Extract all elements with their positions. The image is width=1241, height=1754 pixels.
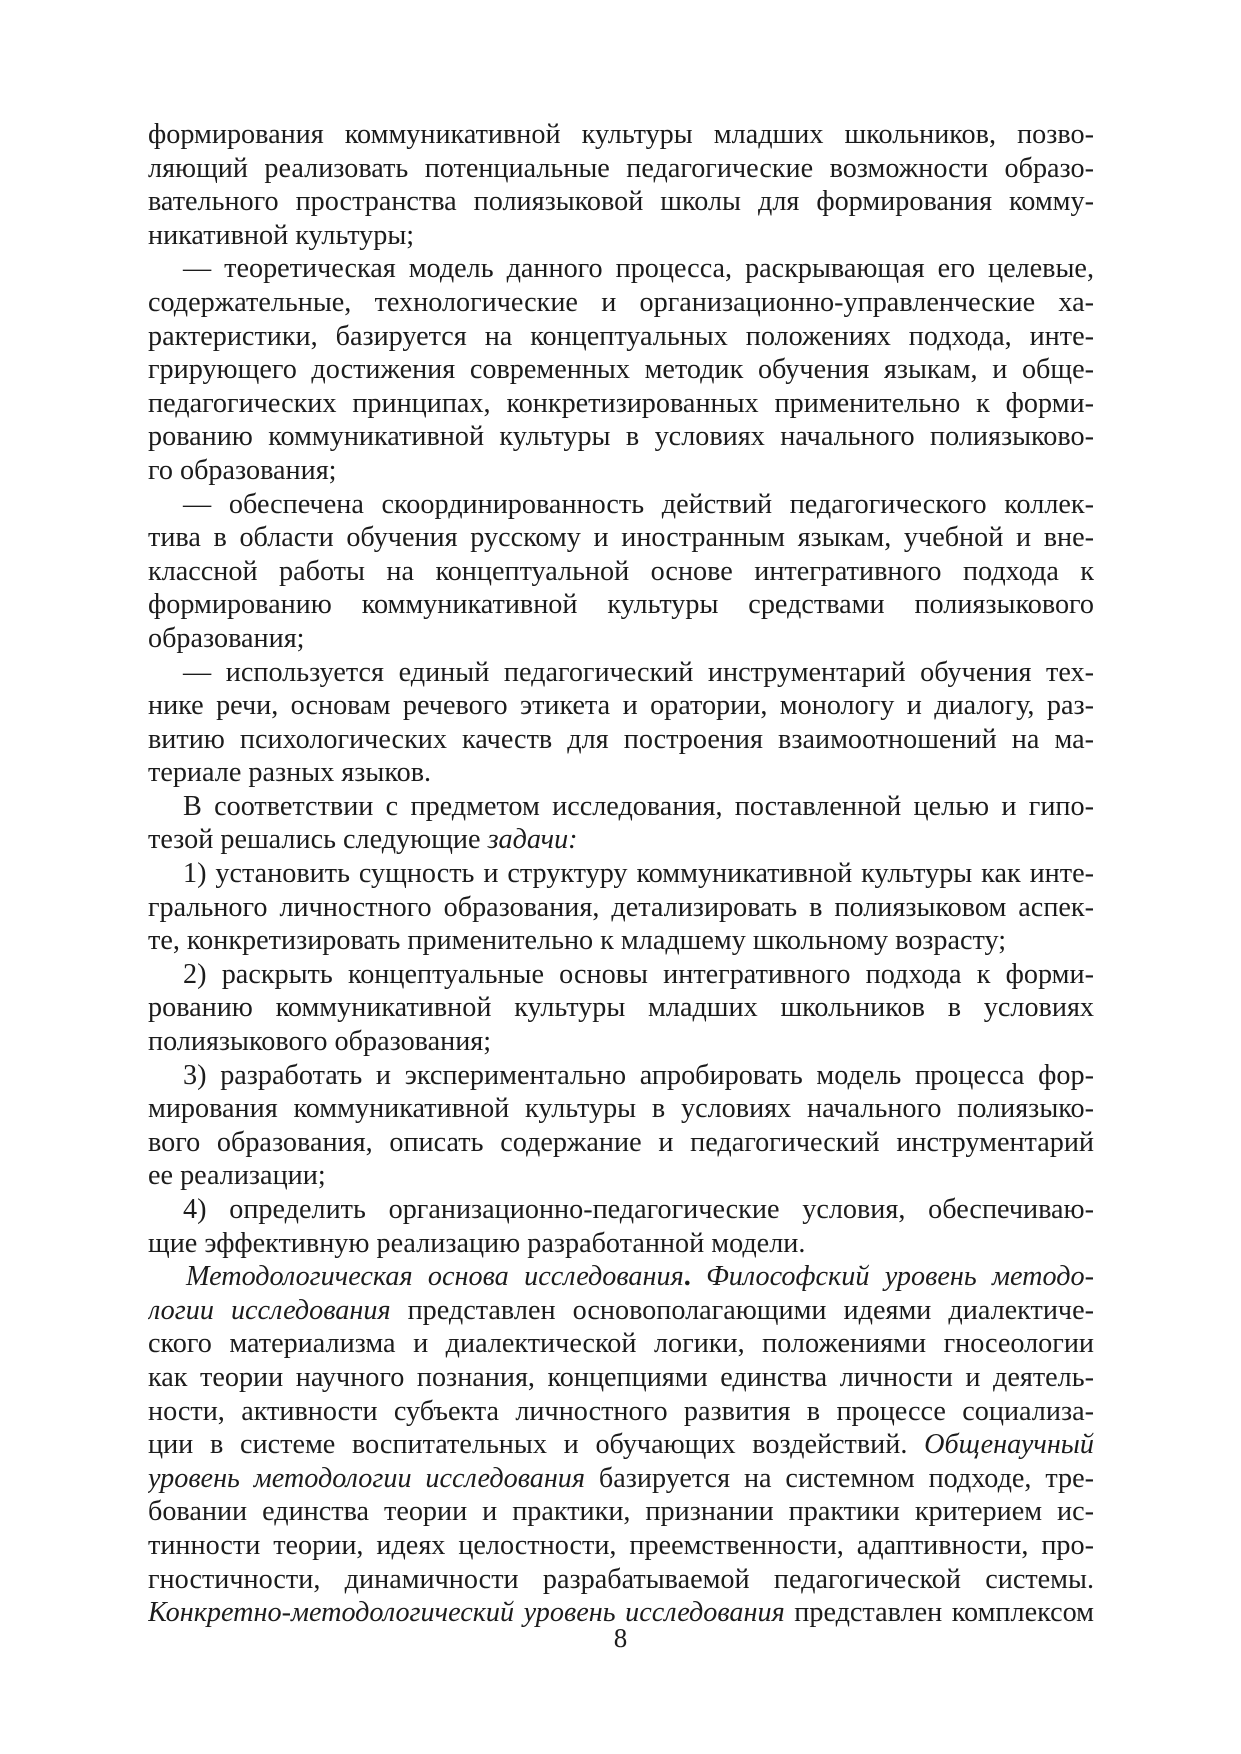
text-line: ляющий реализовать потенциальные педагогические возможности образо- <box>148 152 1094 184</box>
text-line: — используется единый педагогический инструментарий обучения тех- <box>183 656 1094 688</box>
text-run: представлен комплексом <box>794 1597 1094 1629</box>
text-run-bold: . <box>683 1261 691 1293</box>
text-run: представлен основополагающими идеями диалектиче- <box>407 1294 1094 1326</box>
text-line <box>148 1260 1094 1294</box>
text-line: щие эффективную реализацию разработанной модели. <box>148 1227 806 1259</box>
text-line: классной работы на концептуальной основе интегративного подхода к <box>148 555 1094 587</box>
text-line: В соответствии с предметом исследования, поставленной целью и гипо- <box>183 790 1094 822</box>
text-line: витию психологических качеств для построения взаимоотношений на ма- <box>148 723 1094 755</box>
text-run: ции в системе воспитательных и обучающих воздействий. <box>148 1429 908 1461</box>
text-line: вательного пространства полиязыковой школы для формирования комму- <box>148 186 1094 218</box>
text-line: тинности теории, идеях целостности, преемственности, адаптивности, про- <box>148 1529 1094 1561</box>
text-line: 1) установить сущность и структуру коммуникативной культуры как инте- <box>183 858 1094 890</box>
text-line: рованию коммуникативной культуры младших школьников в условиях <box>148 992 1094 1024</box>
text-run-italic: логии исследования <box>148 1294 391 1326</box>
text-line: тива в области обучения русскому и иностранным языкам, учебной и вне- <box>148 522 1094 554</box>
text-line: формирования коммуникативной культуры младших школьников, позво- <box>148 119 1094 150</box>
text-run-italic: уровень методологии исследования <box>148 1462 586 1494</box>
text-line <box>148 1294 1094 1328</box>
text-line: го образования; <box>148 454 337 486</box>
text-line: рованию коммуникативной культуры в условиях начального полиязыково- <box>148 421 1094 453</box>
text-line: рактеристики, базируется на концептуальных положениях подхода, инте- <box>148 320 1094 352</box>
text-line <box>148 1462 1094 1496</box>
text-line: нике речи, основам речевого этикета и оратории, монологу и диалогу, раз- <box>148 690 1094 722</box>
text-run-italic: Методологическая основа исследования <box>186 1261 684 1293</box>
text-line <box>148 823 1094 857</box>
text-line: 3) разработать и экспериментально апробировать модель процесса фор- <box>183 1059 1094 1091</box>
text-line: грирующего достижения современных методик обучения языкам, и обще- <box>148 354 1094 386</box>
text-line: гностичности, динамичности разрабатываемой педагогической системы. <box>148 1563 1094 1595</box>
page-number: 8 <box>613 1623 628 1653</box>
text-line: как теории научного познания, концепциями единства личности и деятель- <box>148 1361 1094 1393</box>
text-line: вого образования, описать содержание и педагогический инструментарий <box>148 1126 1094 1158</box>
text-line: формированию коммуникативной культуры средствами полиязыкового <box>148 589 1094 621</box>
page-body <box>148 118 1094 1630</box>
text-line: никативной культуры; <box>148 219 415 251</box>
text-line: образования; <box>148 622 305 654</box>
text-line: бовании единства теории и практики, признании практики критерием ис- <box>148 1496 1094 1528</box>
text-line: грального личностного образования, детализировать в полиязыковом аспек- <box>148 891 1094 923</box>
text-line: 2) раскрыть концептуальные основы интегративного подхода к форми- <box>183 958 1094 990</box>
text-run-italic: задачи: <box>487 824 578 856</box>
text-line: педагогических принципах, конкретизированных применительно к форми- <box>148 387 1094 419</box>
text-run-italic: Философский уровень методо- <box>706 1261 1094 1293</box>
text-line: — обеспечена скоординированность действий педагогического коллек- <box>183 488 1094 520</box>
text-line <box>148 1428 1094 1462</box>
text-line: мирования коммуникативной культуры в условиях начального полиязыко- <box>148 1093 1094 1125</box>
text-line: содержательные, технологические и организационно-управленческие ха- <box>148 286 1094 318</box>
text-line: ее реализации; <box>148 1160 326 1192</box>
text-line: те, конкретизировать применительно к младшему школьному возрасту; <box>148 925 1007 957</box>
text-run: тезой решались следующие <box>148 824 481 856</box>
text-run: базируется на системном подходе, тре- <box>598 1462 1094 1494</box>
text-line: териале разных языков. <box>148 757 432 789</box>
text-line: ского материализма и диалектической логики, положениями гносеологии <box>148 1328 1094 1360</box>
text-line: — теоретическая модель данного процесса, раскрывающая его целевые, <box>183 253 1094 285</box>
text-line: ности, активности субъекта личностного развития в процессе социализа- <box>148 1395 1094 1427</box>
text-run-italic: Общенаучный <box>924 1429 1094 1461</box>
text-line: полиязыкового образования; <box>148 1026 492 1058</box>
text-line: 4) определить организационно-педагогические условия, обеспечиваю- <box>183 1194 1094 1225</box>
text-run-italic: Конкретно-методологический уровень исследования <box>148 1597 785 1629</box>
